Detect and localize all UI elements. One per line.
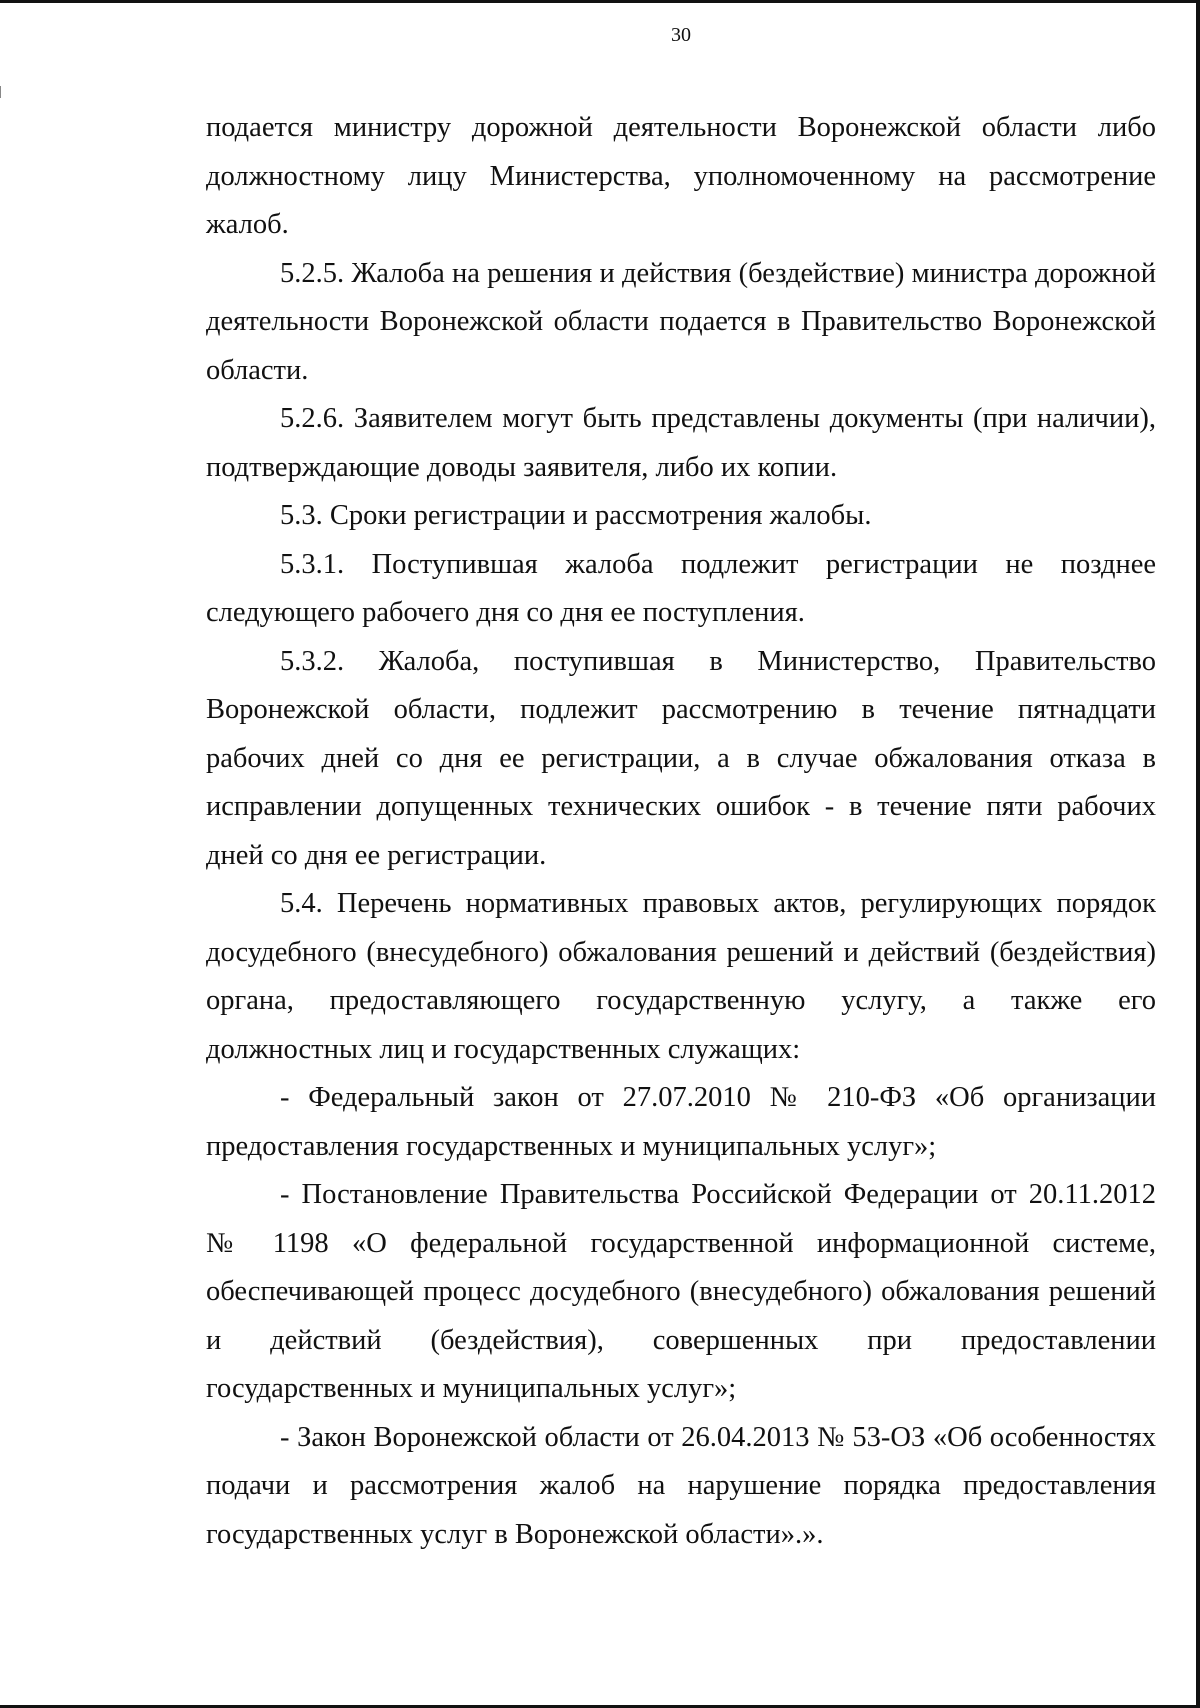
document-body [206, 104, 1156, 1559]
paragraph-5-2-6: 5.2.6. Заявителем могут быть представлены документы (при наличии), подтверждающие доводы заявителя, либо их копии. [206, 403, 1156, 483]
scan-margin-mark [0, 86, 1, 98]
paragraph-5-3-1: 5.3.1. Поступившая жалоба подлежит регистрации не позднее следующего рабочего дня со дня ее поступления. [206, 548, 1156, 628]
paragraph-5-3-2: 5.3.2. Жалоба, поступившая в Министерство, Правительство Воронежской области, подлежит рассмотрению в течение пятнадцати рабочих дней со дня ее регистрации, а в случае обжалования отказа в исправлении допущенных технических ошибок - в течение пяти рабочих дней со дня ее регистрации. [206, 645, 1156, 871]
paragraph-5-4: 5.4. Перечень нормативных правовых актов, регулирующих порядок досудебного (внесудебного) обжалования решений и действий (бездействия) органа, предоставляющего государственную услугу, а также его должностных лиц и государственных служащих: [206, 888, 1156, 1065]
paragraph-continuation: подается министру дорожной деятельности Воронежской области либо должностному лицу Министерства, уполномоченному на рассмотрение жалоб. [206, 112, 1156, 240]
paragraph-5-3-heading: 5.3. Сроки регистрации и рассмотрения жалобы. [280, 500, 872, 531]
scan-border-right [1196, 0, 1200, 1708]
scan-border-top [0, 0, 1200, 3]
page-number: 30 [671, 24, 691, 46]
paragraph-5-2-5: 5.2.5. Жалоба на решения и действия (бездействие) министра дорожной деятельности Воронежской области подается в Правительство Воронежской области. [206, 257, 1156, 386]
list-item-federal-law: - Федеральный закон от 27.07.2010 № 210-ФЗ «Об организации предоставления государственных и муниципальных услуг»; [206, 1082, 1156, 1162]
list-item-regional-law: - Закон Воронежской области от 26.04.2013 № 53-ОЗ «Об особенностях подачи и рассмотрения жалоб на нарушение порядка предоставления государственных услуг в Воронежской области».». [206, 1421, 1156, 1550]
list-item-government-resolution: - Постановление Правительства Российской Федерации от 20.11.2012 № 1198 «О федеральной государственной информационной системе, обеспечивающей процесс досудебного (внесудебного) обжалования решений и действий (бездействия), совершенных при предоставлении государственных и муниципальных услуг»; [206, 1179, 1156, 1404]
